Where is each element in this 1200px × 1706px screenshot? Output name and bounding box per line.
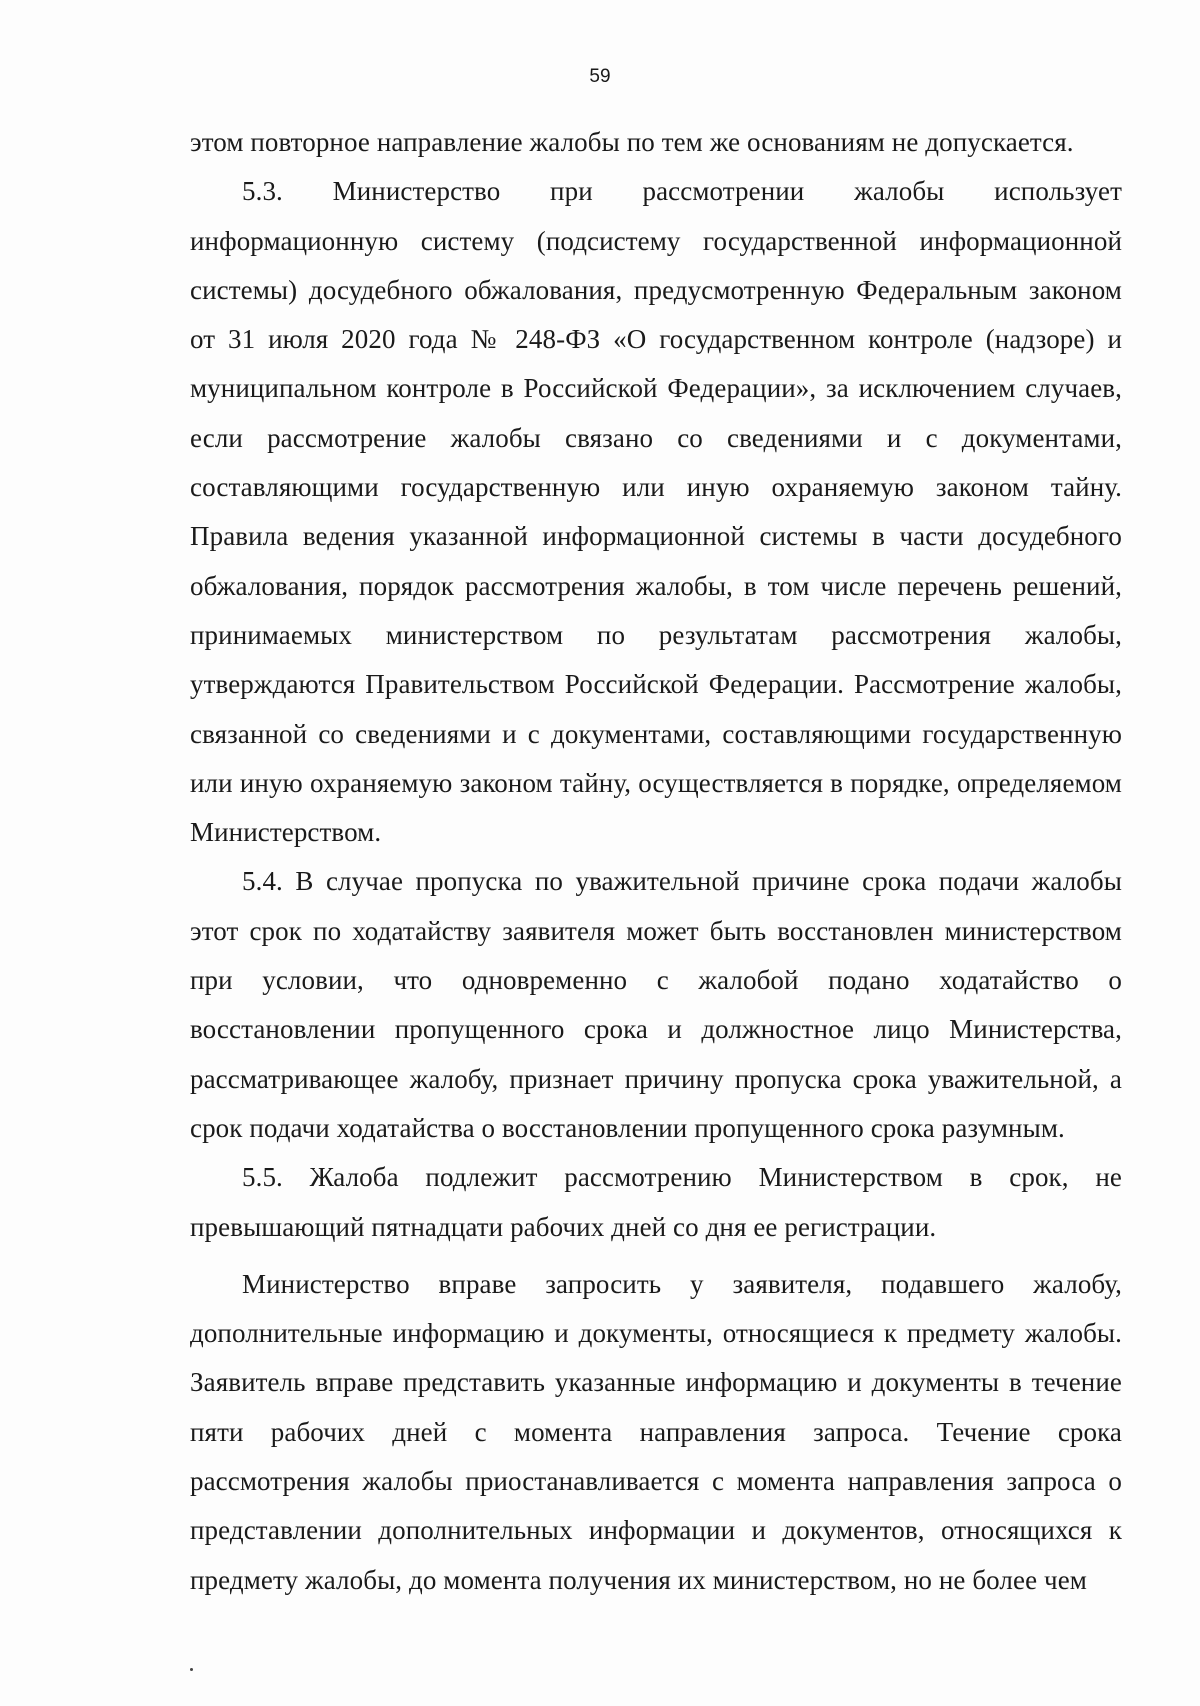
paragraph-continuation: этом повторное направление жалобы по тем же основаниям не допускается. <box>190 127 1074 157</box>
paragraph-5-4: 5.4. В случае пропуска по уважительной причине срока подачи жалобы этот срок по ходатайству заявителя может быть восстановлен министерством при условии, что одновременно с жалобой подано ходатайство о восстановлении пропущенного срока и должностное лицо Министерства, рассматривающее жалобу, признает причину пропуска срока уважительной, а срок подачи ходатайства о восстановлении пропущенного срока разумным. <box>190 866 1122 1143</box>
page-number: 59 <box>589 66 611 87</box>
paragraph-5-5: 5.5. Жалоба подлежит рассмотрению Министерством в срок, не превышающий пятнадцати рабочих дней со дня ее регистрации. <box>190 1162 1122 1242</box>
paragraph-ministry-request: Министерство вправе запросить у заявителя, подавшего жалобу, дополнительные информацию и документы, относящиеся к предмету жалобы. Заявитель вправе представить указанные информацию и документы в течение пяти рабочих дней с момента направления запроса. Течение срока рассмотрения жалобы приостанавливается с момента направления запроса о представлении дополнительных информации и документов, относящихся к предмету жалобы, до момента получения их министерством, но не более чем <box>190 1268 1122 1595</box>
document-body <box>190 118 1122 1605</box>
scan-speck <box>190 1668 193 1671</box>
paragraph-5-3: 5.3. Министерство при рассмотрении жалобы использует информационную систему (подсистему государственной информационной системы) досудебного обжалования, предусмотренную Федеральным законом от 31 июля 2020 года № 248-ФЗ «О государственном контроле (надзоре) и муниципальном контроле в Российской Федерации», за исключением случаев, если рассмотрение жалобы связано со сведениями и с документами, составляющими государственную или иную охраняемую законом тайну. Правила ведения указанной информационной системы в части досудебного обжалования, порядок рассмотрения жалобы, в том числе перечень решений, принимаемых министерством по результатам рассмотрения жалобы, утверждаются Правительством Российской Федерации. Рассмотрение жалобы, связанной со сведениями и с документами, составляющими государственную или иную охраняемую законом тайну, осуществляется в порядке, определяемом Министерством. <box>190 176 1122 848</box>
